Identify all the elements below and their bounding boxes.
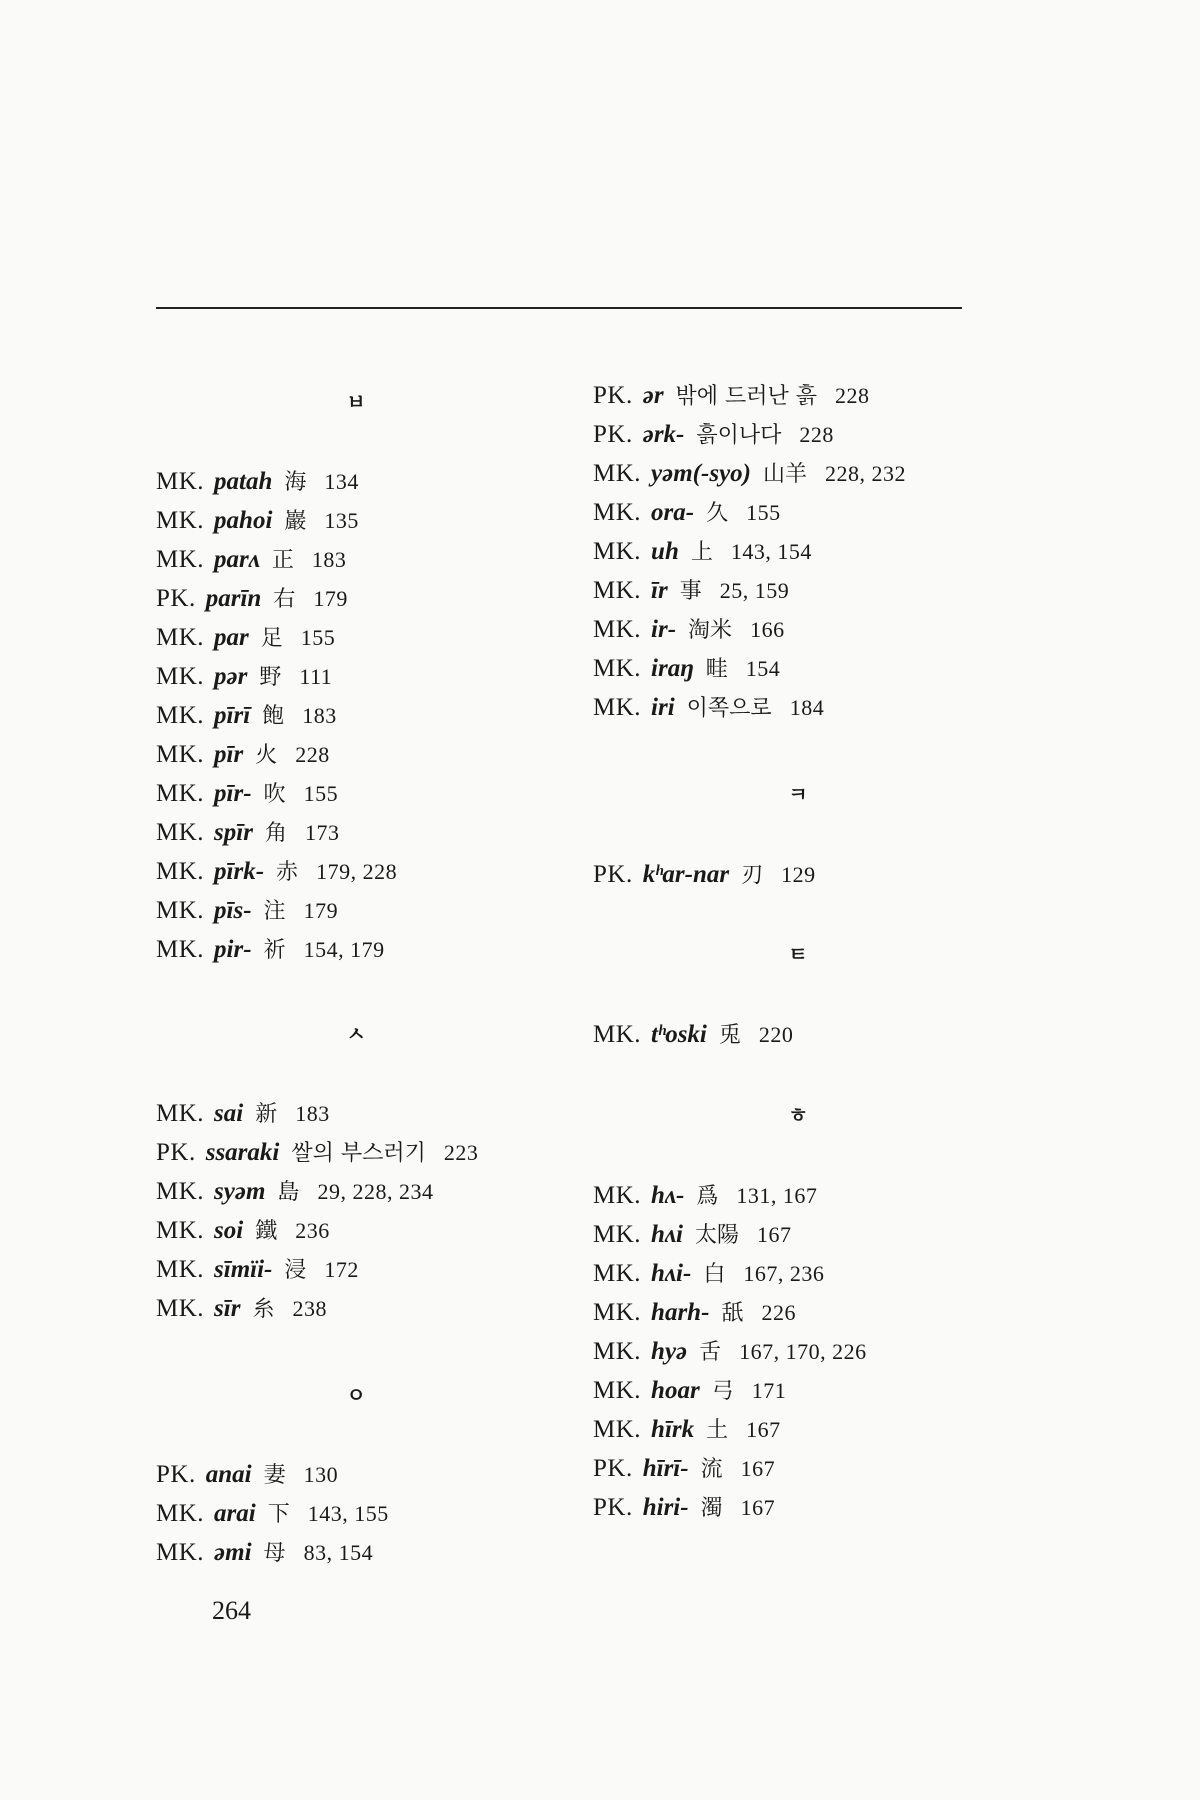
entry-gloss: 이쪽으로 xyxy=(686,696,772,721)
entry-source-label: MK. xyxy=(593,694,642,721)
entry-gloss: 刃 xyxy=(741,863,764,888)
entry-source-label: MK. xyxy=(156,936,205,963)
index-entry xyxy=(156,1098,330,1128)
entry-source-label: MK. xyxy=(156,858,205,885)
index-entry xyxy=(593,1180,817,1210)
entry-page-refs: 228 xyxy=(799,422,834,447)
entry-gloss: 飽 xyxy=(262,704,285,729)
entry-page-refs: 228 xyxy=(835,383,870,408)
entry-page-refs: 154, 179 xyxy=(303,937,385,962)
entry-source-label: MK. xyxy=(593,1416,642,1443)
entry-word: parʌ xyxy=(214,546,260,573)
index-entry xyxy=(156,856,397,886)
entry-page-refs: 220 xyxy=(758,1022,794,1047)
entry-source-label: MK. xyxy=(593,1338,642,1365)
index-entry xyxy=(156,1293,327,1323)
entry-gloss: 上 xyxy=(690,540,713,565)
entry-source-label: MK. xyxy=(156,663,205,690)
entry-word: hīrk xyxy=(651,1416,695,1443)
entry-source-label: MK. xyxy=(593,1299,642,1326)
entry-gloss: 足 xyxy=(260,626,283,651)
page-number: 264 xyxy=(212,1596,251,1625)
entry-word: hyə xyxy=(651,1338,688,1365)
entry-source-label: MK. xyxy=(156,897,205,924)
index-entry xyxy=(156,1459,338,1489)
index-entry xyxy=(593,1019,793,1049)
index-entry xyxy=(156,1537,373,1567)
entry-gloss: 海 xyxy=(284,470,307,495)
entry-word: yəm(-syo) xyxy=(651,460,751,487)
entry-word: ssaraki xyxy=(205,1139,280,1166)
entry-word: pər xyxy=(214,663,248,690)
entry-source-label: MK. xyxy=(156,507,205,534)
entry-source-label: MK. xyxy=(593,1182,642,1209)
entry-word: hīrī- xyxy=(642,1455,689,1482)
entry-gloss: 밖에 드러난 흙 xyxy=(675,384,818,409)
entry-word: patah xyxy=(214,468,273,495)
entry-word: tʰoski xyxy=(651,1021,707,1048)
entry-word: iri xyxy=(651,694,675,721)
index-entry xyxy=(156,505,359,535)
entry-word: pīrk- xyxy=(214,858,265,885)
entry-gloss: 濁 xyxy=(700,1496,723,1521)
entry-word: hʌ- xyxy=(651,1182,685,1209)
entry-source-label: MK. xyxy=(593,1221,642,1248)
entry-gloss: 巖 xyxy=(284,509,307,534)
entry-source-label: MK. xyxy=(156,1539,205,1566)
entry-page-refs: 183 xyxy=(302,703,337,728)
entry-gloss: 火 xyxy=(255,743,278,768)
entry-source-label: MK. xyxy=(156,741,205,768)
index-entry xyxy=(156,817,339,847)
entry-gloss: 山羊 xyxy=(763,462,808,487)
entry-word: iraŋ xyxy=(651,655,694,682)
left-column xyxy=(156,0,596,1800)
entry-source-label: PK. xyxy=(593,382,633,409)
entry-gloss: 爲 xyxy=(696,1184,719,1209)
entry-word: pir- xyxy=(214,936,252,963)
entry-page-refs: 183 xyxy=(311,547,347,572)
entry-page-refs: 223 xyxy=(443,1140,479,1165)
entry-gloss: 久 xyxy=(706,501,729,526)
index-entry xyxy=(156,1176,433,1206)
entry-word: əmi xyxy=(214,1539,252,1566)
entry-gloss: 野 xyxy=(259,665,282,690)
entry-page-refs: 25, 159 xyxy=(719,578,790,603)
index-entry xyxy=(593,536,812,566)
index-entry xyxy=(593,614,785,644)
section-heading-hieut: ㅎ xyxy=(788,1103,808,1127)
entry-source-label: MK. xyxy=(593,1377,642,1404)
entry-gloss: 角 xyxy=(264,821,287,846)
index-entry xyxy=(593,1336,867,1366)
entry-word: sai xyxy=(214,1100,244,1127)
entry-gloss: 祈 xyxy=(263,938,286,963)
entry-word: pīrī xyxy=(214,702,251,729)
entry-word: pīs- xyxy=(214,897,252,924)
entry-page-refs: 179, 228 xyxy=(316,859,398,884)
entry-source-label: MK. xyxy=(156,819,205,846)
entry-gloss: 太陽 xyxy=(695,1223,740,1248)
entry-source-label: MK. xyxy=(593,1260,642,1287)
right-column xyxy=(593,0,1033,1800)
index-entry xyxy=(593,380,870,410)
entry-word: pahoi xyxy=(214,507,273,534)
index-entry xyxy=(156,700,337,730)
entry-page-refs: 236 xyxy=(295,1218,330,1243)
index-entry xyxy=(156,544,346,574)
entry-source-label: PK. xyxy=(593,1455,633,1482)
entry-gloss: 舐 xyxy=(721,1301,744,1326)
entry-page-refs: 130 xyxy=(303,1462,339,1487)
entry-source-label: PK. xyxy=(156,1139,196,1166)
entry-gloss: 浸 xyxy=(284,1258,307,1283)
section-heading-bieup: ㅂ xyxy=(346,390,366,414)
entry-word: arai xyxy=(214,1500,256,1527)
index-entry xyxy=(593,1219,792,1249)
index-entry xyxy=(593,1258,824,1288)
entry-source-label: MK. xyxy=(156,702,205,729)
entry-word: ərk- xyxy=(642,421,685,448)
entry-source-label: MK. xyxy=(156,1256,205,1283)
index-entry xyxy=(593,653,780,683)
entry-page-refs: 179 xyxy=(313,586,348,611)
index-entry xyxy=(156,934,385,964)
entry-page-refs: 155 xyxy=(303,781,339,806)
entry-word: pīr- xyxy=(214,780,252,807)
entry-source-label: PK. xyxy=(593,861,633,888)
entry-gloss: 鐵 xyxy=(255,1219,278,1244)
entry-page-refs: 166 xyxy=(750,617,785,642)
entry-page-refs: 29, 228, 234 xyxy=(317,1179,434,1204)
entry-word: hʌi- xyxy=(651,1260,692,1287)
entry-source-label: MK. xyxy=(593,499,642,526)
index-entry xyxy=(593,497,781,527)
entry-word: hiri- xyxy=(642,1494,689,1521)
entry-gloss: 赤 xyxy=(276,860,299,885)
entry-page-refs: 155 xyxy=(300,625,336,650)
index-entry xyxy=(593,1453,775,1483)
entry-word: harh- xyxy=(651,1299,710,1326)
index-entry xyxy=(156,1215,330,1245)
entry-page-refs: 167 xyxy=(740,1456,776,1481)
entry-word: hoar xyxy=(651,1377,700,1404)
index-entry xyxy=(593,458,906,488)
entry-page-refs: 226 xyxy=(761,1300,796,1325)
entry-page-refs: 179 xyxy=(303,898,339,923)
index-entry xyxy=(156,661,332,691)
entry-page-refs: 173 xyxy=(304,820,340,845)
entry-page-refs: 135 xyxy=(324,508,359,533)
entry-word: ir- xyxy=(651,616,677,643)
entry-page-refs: 183 xyxy=(295,1101,330,1126)
entry-source-label: MK. xyxy=(593,616,642,643)
index-entry xyxy=(156,1137,478,1167)
entry-word: anai xyxy=(205,1461,252,1488)
entry-page-refs: 129 xyxy=(781,862,816,887)
entry-gloss: 右 xyxy=(273,587,296,612)
entry-word: syəm xyxy=(214,1178,266,1205)
entry-source-label: PK. xyxy=(156,585,196,612)
entry-page-refs: 171 xyxy=(751,1378,787,1403)
index-entry xyxy=(156,583,348,613)
entry-page-refs: 167 xyxy=(740,1495,776,1520)
section-heading-kieuk: ㅋ xyxy=(788,782,808,806)
entry-word: ər xyxy=(642,382,664,409)
entry-source-label: MK. xyxy=(156,1217,205,1244)
entry-page-refs: 167, 236 xyxy=(743,1261,825,1286)
entry-source-label: MK. xyxy=(156,1178,205,1205)
section-heading-ieung: ㅇ xyxy=(346,1383,366,1407)
entry-gloss: 土 xyxy=(706,1418,729,1443)
entry-gloss: 白 xyxy=(703,1262,726,1287)
entry-gloss: 島 xyxy=(277,1180,300,1205)
section-heading-siot: ㅅ xyxy=(346,1022,366,1046)
entry-gloss: 舌 xyxy=(699,1340,722,1365)
entry-source-label: MK. xyxy=(593,538,642,565)
entry-gloss: 妻 xyxy=(263,1463,286,1488)
entry-source-label: MK. xyxy=(156,1100,205,1127)
entry-page-refs: 83, 154 xyxy=(303,1540,374,1565)
entry-source-label: MK. xyxy=(156,546,205,573)
entry-source-label: MK. xyxy=(156,1295,205,1322)
entry-word: spīr xyxy=(214,819,253,846)
entry-source-label: MK. xyxy=(156,780,205,807)
index-entry xyxy=(156,1498,389,1528)
entry-page-refs: 111 xyxy=(299,664,333,689)
index-entry xyxy=(156,466,359,496)
section-heading-tieut: ㅌ xyxy=(788,942,808,966)
index-entry xyxy=(156,622,335,652)
entry-gloss: 正 xyxy=(271,548,294,573)
index-entry xyxy=(156,778,338,808)
entry-page-refs: 131, 167 xyxy=(736,1183,818,1208)
entry-source-label: MK. xyxy=(593,1021,642,1048)
index-entry xyxy=(593,1414,781,1444)
entry-source-label: MK. xyxy=(156,1500,205,1527)
entry-gloss: 糸 xyxy=(252,1297,275,1322)
entry-word: par xyxy=(214,624,249,651)
entry-gloss: 下 xyxy=(267,1502,290,1527)
entry-source-label: MK. xyxy=(156,468,205,495)
entry-gloss: 쌀의 부스러기 xyxy=(291,1141,426,1166)
entry-gloss: 兎 xyxy=(718,1023,741,1048)
entry-page-refs: 167 xyxy=(757,1222,792,1247)
entry-page-refs: 155 xyxy=(746,500,781,525)
entry-gloss: 新 xyxy=(255,1102,278,1127)
entry-source-label: PK. xyxy=(593,1494,633,1521)
entry-source-label: MK. xyxy=(156,624,205,651)
entry-page-refs: 184 xyxy=(789,695,825,720)
entry-page-refs: 143, 154 xyxy=(730,539,812,564)
entry-gloss: 吹 xyxy=(263,782,286,807)
entry-page-refs: 134 xyxy=(324,469,359,494)
index-entry xyxy=(593,419,834,449)
index-entry xyxy=(156,1254,359,1284)
entry-word: parīn xyxy=(205,585,262,612)
index-entry xyxy=(593,1297,796,1327)
index-entry xyxy=(593,692,824,722)
entry-page-refs: 154 xyxy=(745,656,781,681)
entry-page-refs: 143, 155 xyxy=(307,1501,389,1526)
entry-source-label: MK. xyxy=(593,655,642,682)
index-entry xyxy=(156,739,330,769)
entry-gloss: 흙이나다 xyxy=(696,423,782,448)
entry-word: kʰar-nar xyxy=(642,861,730,888)
index-entry xyxy=(593,1492,775,1522)
entry-gloss: 畦 xyxy=(705,657,728,682)
entry-word: sīmïi- xyxy=(214,1256,273,1283)
entry-page-refs: 228 xyxy=(295,742,330,767)
entry-gloss: 淘米 xyxy=(688,618,733,643)
entry-page-refs: 172 xyxy=(324,1257,359,1282)
entry-gloss: 流 xyxy=(700,1457,723,1482)
entry-word: uh xyxy=(651,538,679,565)
entry-word: soi xyxy=(214,1217,244,1244)
entry-page-refs: 167 xyxy=(746,1417,781,1442)
entry-word: hʌi xyxy=(651,1221,683,1248)
entry-gloss: 母 xyxy=(263,1541,286,1566)
entry-source-label: MK. xyxy=(593,577,642,604)
index-entry xyxy=(593,859,816,889)
entry-source-label: MK. xyxy=(593,460,642,487)
entry-gloss: 弓 xyxy=(711,1379,734,1404)
entry-gloss: 事 xyxy=(679,579,702,604)
entry-word: īr xyxy=(651,577,668,604)
index-entry xyxy=(593,575,789,605)
index-entry xyxy=(593,1375,786,1405)
entry-word: ora- xyxy=(651,499,695,526)
entry-page-refs: 228, 232 xyxy=(825,461,907,486)
entry-source-label: PK. xyxy=(156,1461,196,1488)
entry-word: pīr xyxy=(214,741,244,768)
entry-page-refs: 238 xyxy=(292,1296,327,1321)
index-entry xyxy=(156,895,338,925)
entry-page-refs: 167, 170, 226 xyxy=(739,1339,867,1364)
entry-gloss: 注 xyxy=(263,899,286,924)
entry-word: sīr xyxy=(214,1295,241,1322)
entry-source-label: PK. xyxy=(593,421,633,448)
